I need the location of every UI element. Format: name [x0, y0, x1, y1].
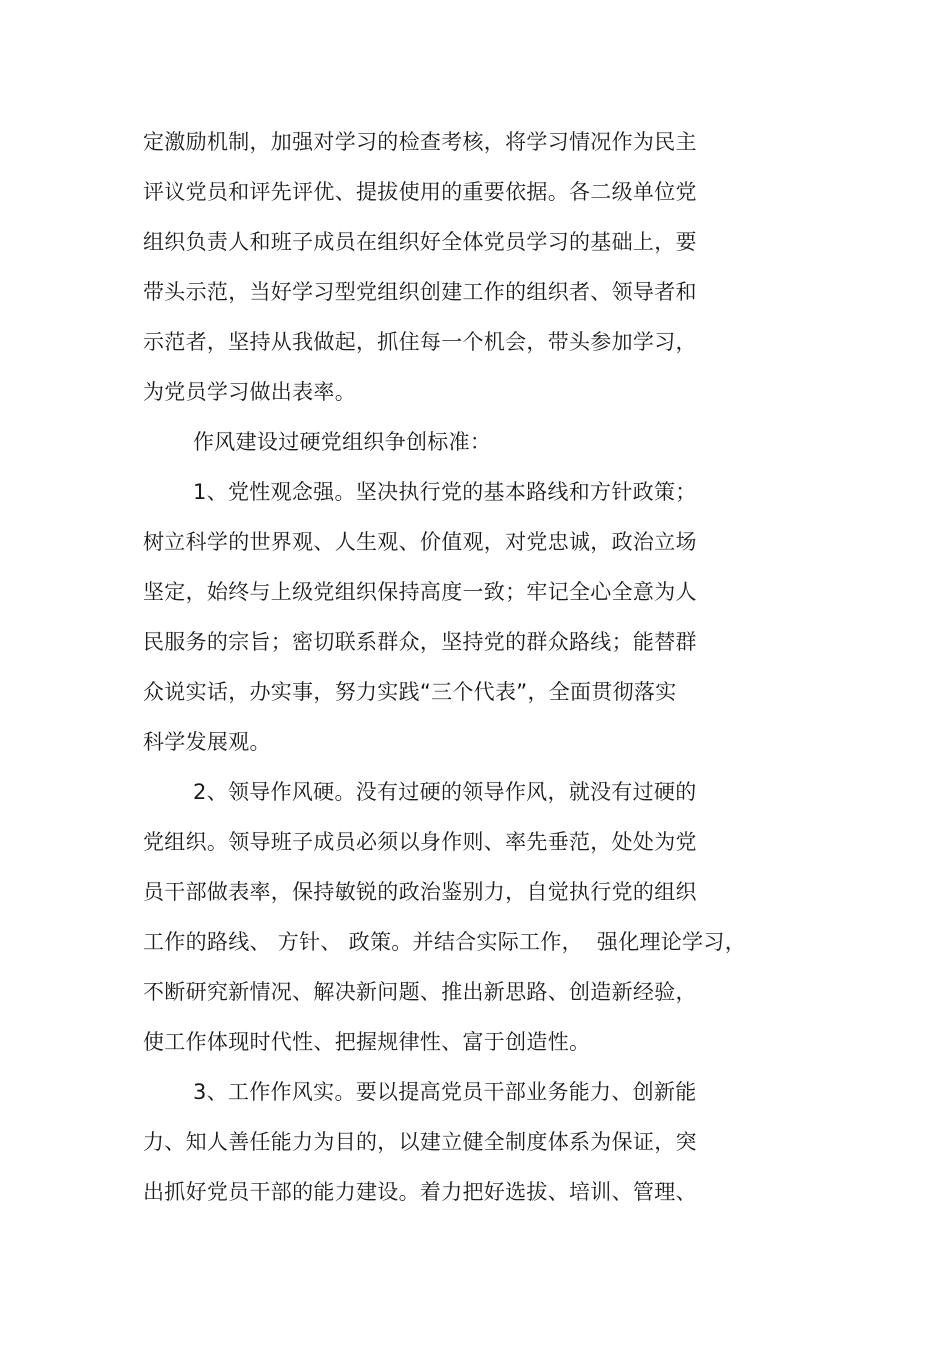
text-line: 3、工作作风实。要以提高党员干部业务能力、创新能	[193, 1080, 697, 1104]
text-line: 不断研究新情况、解决新问题、推出新思路、创造新经验，	[143, 980, 697, 1004]
text-line: 使工作体现时代性、把握规律性、富于创造性。	[143, 1030, 591, 1054]
text-line: 定激励机制，加强对学习的检查考核，将学习情况作为民主	[143, 130, 697, 154]
text-line: 组织负责人和班子成员在组织好全体党员学习的基础上，要	[143, 230, 697, 254]
text-line: 工作的路线、 方针、 政策。并结合实际工作， 强化理论学习，	[143, 930, 746, 954]
text-line: 科学发展观。	[143, 730, 271, 754]
text-line: 为党员学习做出表率。	[143, 380, 356, 404]
text-line: 众说实话，办实事，努力实践“三个代表”，全面贯彻落实	[143, 680, 677, 704]
text-line: 员干部做表率，保持敏锐的政治鉴别力，自觉执行党的组织	[143, 880, 697, 904]
section-heading: 作风建设过硬党组织争创标准：	[193, 430, 492, 454]
text-line: 示范者，坚持从我做起，抓住每一个机会，带头参加学习，	[143, 330, 697, 354]
text-line: 出抓好党员干部的能力建设。着力把好选拔、培训、管理、	[143, 1180, 697, 1204]
text-line: 1、党性观念强。坚决执行党的基本路线和方针政策；	[193, 480, 697, 504]
text-line: 力、知人善任能力为目的，以建立健全制度体系为保证，突	[143, 1130, 697, 1154]
text-line: 党组织。领导班子成员必须以身作则、率先垂范，处处为党	[143, 830, 697, 854]
text-line: 2、领导作风硬。没有过硬的领导作风，就没有过硬的	[193, 780, 697, 804]
text-line: 树立科学的世界观、人生观、价值观，对党忠诚，政治立场	[143, 530, 697, 554]
text-line: 民服务的宗旨；密切联系群众，坚持党的群众路线；能替群	[143, 630, 697, 654]
text-line: 坚定，始终与上级党组织保持高度一致；牢记全心全意为人	[143, 580, 697, 604]
text-line: 评议党员和评先评优、提拔使用的重要依据。各二级单位党	[143, 180, 697, 204]
text-line: 带头示范，当好学习型党组织创建工作的组织者、领导者和	[143, 280, 697, 304]
